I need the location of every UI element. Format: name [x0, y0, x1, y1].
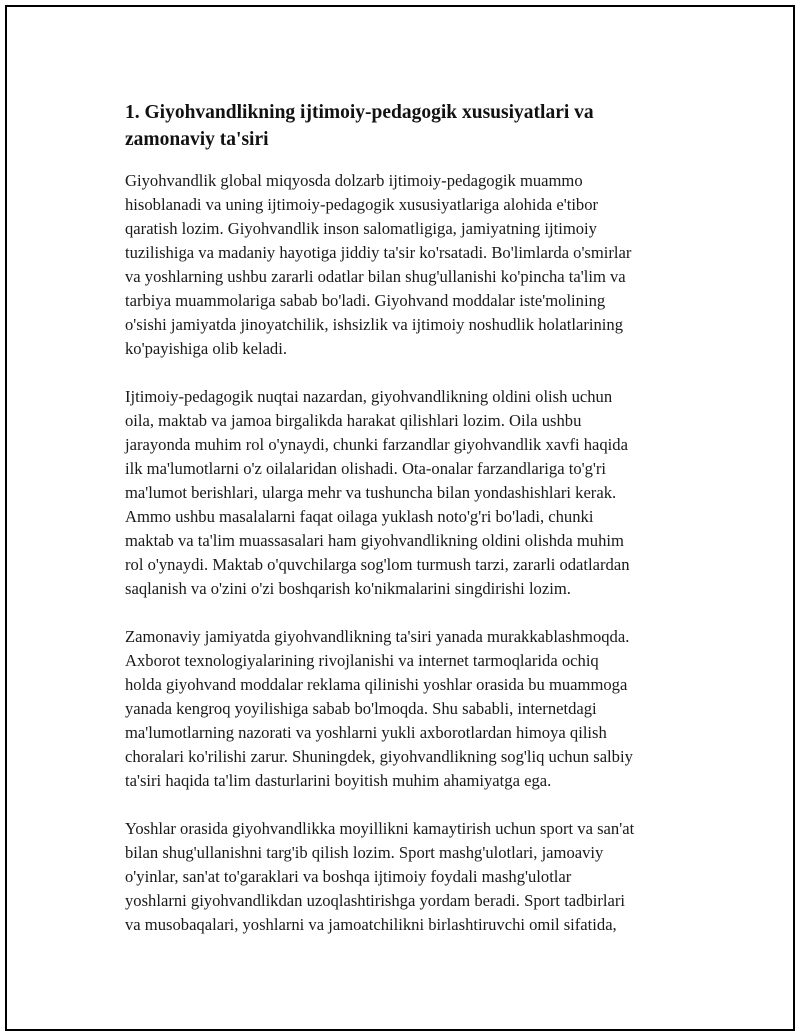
paragraph-3: Zamonaviy jamiyatda giyohvandlikning ta'siri yanada murakkablashmoqda. Axborot texnologiyalarining rivojlanishi va internet tarmoqlarida ochiq holda giyohvand moddalar reklama qilinishi yoshlar orasida bu muammoga yanada kengroq yoyilishiga sabab bo'lmoqda. Shu sababli, internetdagi ma'lumotlarning nazorati va yoshlarni yukli axborotlardan himoya qilish choralari ko'rilishi zarur. Shuningdek, giyohvandlikning sog'liq uchun salbiy ta'siri haqida ta'lim dasturlarini boyitish muhim ahamiyatga ega. — [125, 627, 633, 790]
paragraph-2: Ijtimoiy-pedagogik nuqtai nazardan, giyohvandlikning oldini olish uchun oila, maktab va jamoa birgalikda harakat qilishlari lozim. Oila ushbu jarayonda muhim rol o'ynaydi, chunki farzandlar giyohvandlik xavfi haqida ilk ma'lumotlarni o'z oilalaridan olishadi. Ota-onalar farzandlariga to'g'ri ma'lumot berishlari, ularga mehr va tushuncha bilan yondashishlari kerak. Ammo ushbu masalalarni faqat oilaga yuklash noto'g'ri bo'ladi, chunki maktab va ta'lim muassasalari ham giyohvandlikning oldini olishda muhim rol o'ynaydi. Maktab o'quvchilarga sog'lom turmush tarzi, zararli odatlardan saqlanish va o'zini o'zi boshqarish ko'nikmalarini singdirishi lozim. — [125, 387, 630, 598]
paragraph-4: Yoshlar orasida giyohvandlikka moyillikni kamaytirish uchun sport va san'at bilan shug'ullanishni targ'ib qilish lozim. Sport mashg'ulotlari, jamoaviy o'yinlar, san'at to'garaklari va boshqa ijtimoiy foydali mashg'ulotlar yoshlarni giyohvandlikdan uzoqlashtirishga yordam beradi. Sport tadbirlari va musobaqalari, yoshlarni va jamoatchilikni birlashtiruvchi omil sifatida, — [125, 819, 635, 934]
page-frame — [5, 5, 795, 1031]
document-body — [119, 99, 699, 961]
paragraph-1: Giyohvandlik global miqyosda dolzarb ijtimoiy-pedagogik muammo hisoblanadi va uning ijtimoiy-pedagogik xususiyatlariga alohida e'tibor qaratish lozim. Giyohvandlik inson salomatligiga, jamiyatning ijtimoiy tuzilishiga va madaniy hayotiga jiddiy ta'sir ko'rsatadi. Bo'limlarda o'smirlar va yoshlarning ushbu zararli odatlar bilan shug'ullanishi ko'pincha ta'lim va tarbiya muammolariga sabab bo'ladi. Giyohvand moddalar iste'molining o'sishi jamiyatda jinoyatchilik, ishsizlik va ijtimoiy noshudlik holatlarining ko'payishiga olib keladi. — [125, 171, 632, 358]
section-title: 1. Giyohvandlikning ijtimoiy-pedagogik xususiyatlari va zamonaviy ta'siri — [125, 102, 594, 150]
